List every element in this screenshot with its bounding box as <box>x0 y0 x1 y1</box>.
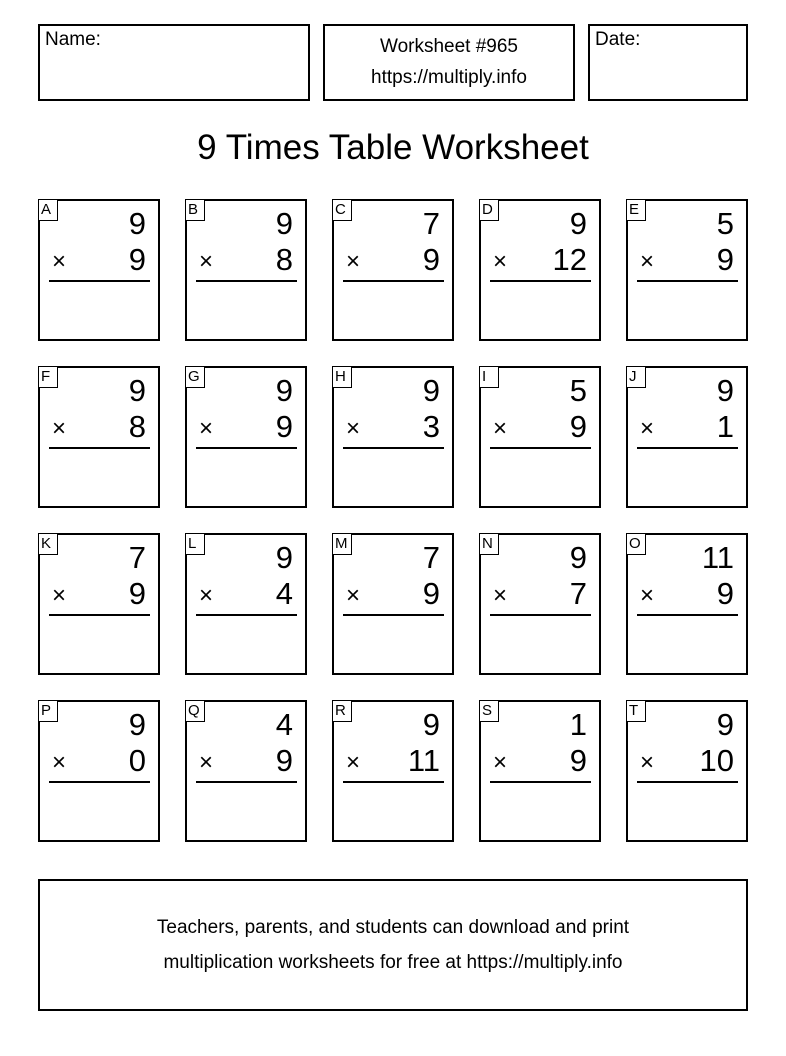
multiply-sign: × <box>199 582 214 609</box>
problem-bottom-number: 8 <box>128 409 146 444</box>
problem-letter: M <box>332 533 352 555</box>
multiply-sign: × <box>52 415 67 442</box>
problem-card[interactable] <box>479 533 601 675</box>
worksheet-info-box <box>323 24 575 101</box>
problem-letter: F <box>38 366 58 388</box>
problem-top-number: 9 <box>569 206 587 241</box>
problem-letter: P <box>38 700 58 722</box>
problem-bottom-number: 8 <box>275 242 293 277</box>
answer-line <box>637 781 738 783</box>
problem-letter: N <box>479 533 499 555</box>
multiply-sign: × <box>52 248 67 275</box>
answer-line <box>637 280 738 282</box>
answer-line <box>196 447 297 449</box>
footer-box <box>38 879 748 1011</box>
multiply-sign: × <box>640 749 655 776</box>
problem-card[interactable] <box>185 700 307 842</box>
problem-card[interactable] <box>479 700 601 842</box>
answer-line <box>637 447 738 449</box>
multiply-sign: × <box>199 415 214 442</box>
multiply-sign: × <box>493 248 508 275</box>
answer-line <box>490 614 591 616</box>
problem-letter: E <box>626 199 646 221</box>
multiply-sign: × <box>346 749 361 776</box>
problem-letter: K <box>38 533 58 555</box>
problem-card[interactable] <box>332 700 454 842</box>
problem-letter: B <box>185 199 205 221</box>
problem-card[interactable] <box>185 199 307 341</box>
name-label: Name: <box>45 29 101 50</box>
problem-bottom-number: 9 <box>422 576 440 611</box>
problem-card[interactable] <box>479 199 601 341</box>
problem-top-number: 9 <box>128 206 146 241</box>
answer-line <box>49 781 150 783</box>
multiply-sign: × <box>640 248 655 275</box>
problem-top-number: 9 <box>128 373 146 408</box>
problem-top-number: 9 <box>422 707 440 742</box>
answer-line <box>196 614 297 616</box>
problem-bottom-number: 3 <box>422 409 440 444</box>
problem-card[interactable] <box>626 366 748 508</box>
problem-top-number: 1 <box>569 707 587 742</box>
problem-bottom-number: 12 <box>552 242 587 277</box>
answer-line <box>196 280 297 282</box>
answer-line <box>343 280 444 282</box>
problem-card[interactable] <box>626 700 748 842</box>
page-title: 9 Times Table Worksheet <box>197 128 589 167</box>
problem-top-number: 5 <box>716 206 734 241</box>
problem-top-number: 9 <box>569 540 587 575</box>
answer-line <box>637 614 738 616</box>
answer-line <box>490 447 591 449</box>
problem-bottom-number: 4 <box>275 576 293 611</box>
problem-top-number: 11 <box>701 540 734 575</box>
problem-letter: R <box>332 700 352 722</box>
multiply-sign: × <box>640 582 655 609</box>
problem-letter: H <box>332 366 352 388</box>
problem-top-number: 9 <box>275 206 293 241</box>
problem-top-number: 9 <box>716 707 734 742</box>
problem-letter: Q <box>185 700 205 722</box>
problem-letter: D <box>479 199 499 221</box>
date-label: Date: <box>595 29 641 50</box>
name-field[interactable] <box>38 24 310 101</box>
problem-top-number: 9 <box>128 707 146 742</box>
multiply-sign: × <box>346 248 361 275</box>
problem-bottom-number: 9 <box>569 743 587 778</box>
problem-letter: I <box>479 366 499 388</box>
problem-letter: A <box>38 199 58 221</box>
problem-top-number: 9 <box>716 373 734 408</box>
multiply-sign: × <box>346 582 361 609</box>
problem-top-number: 9 <box>275 373 293 408</box>
multiply-sign: × <box>52 749 67 776</box>
problem-letter: L <box>185 533 205 555</box>
answer-line <box>196 781 297 783</box>
problem-top-number: 9 <box>275 540 293 575</box>
problem-letter: J <box>626 366 646 388</box>
problem-top-number: 9 <box>422 373 440 408</box>
problem-card[interactable] <box>185 366 307 508</box>
multiply-sign: × <box>493 415 508 442</box>
problem-card[interactable] <box>38 366 160 508</box>
multiply-sign: × <box>493 749 508 776</box>
problem-top-number: 7 <box>422 540 440 575</box>
multiply-sign: × <box>640 415 655 442</box>
problem-grid <box>38 199 750 843</box>
problem-bottom-number: 10 <box>699 743 734 778</box>
problem-bottom-number: 11 <box>407 743 440 778</box>
problem-card[interactable] <box>38 700 160 842</box>
problem-card[interactable] <box>185 533 307 675</box>
problem-bottom-number: 9 <box>128 242 146 277</box>
problem-bottom-number: 1 <box>716 409 734 444</box>
problem-card[interactable] <box>332 533 454 675</box>
problem-top-number: 7 <box>128 540 146 575</box>
multiply-sign: × <box>52 582 67 609</box>
multiply-sign: × <box>493 582 508 609</box>
problem-card[interactable] <box>479 366 601 508</box>
problem-card[interactable] <box>626 199 748 341</box>
problem-bottom-number: 0 <box>128 743 146 778</box>
problem-bottom-number: 9 <box>716 576 734 611</box>
answer-line <box>490 280 591 282</box>
answer-line <box>49 280 150 282</box>
problem-card[interactable] <box>332 199 454 341</box>
problem-letter: G <box>185 366 205 388</box>
footer-line-2: multiplication worksheets for free at https://multiply.info <box>163 952 623 973</box>
problem-card[interactable] <box>626 533 748 675</box>
problem-letter: O <box>626 533 646 555</box>
answer-line <box>343 447 444 449</box>
problem-bottom-number: 9 <box>569 409 587 444</box>
date-field[interactable] <box>588 24 748 101</box>
problem-card[interactable] <box>38 199 160 341</box>
answer-line <box>343 781 444 783</box>
problem-letter: S <box>479 700 499 722</box>
problem-top-number: 7 <box>422 206 440 241</box>
worksheet-number: Worksheet #965 <box>379 36 518 57</box>
answer-line <box>49 447 150 449</box>
problem-card[interactable] <box>332 366 454 508</box>
footer-line-1: Teachers, parents, and students can download and print <box>156 917 630 938</box>
problem-bottom-number: 9 <box>275 409 293 444</box>
problem-bottom-number: 9 <box>716 242 734 277</box>
problem-bottom-number: 9 <box>128 576 146 611</box>
problem-letter: C <box>332 199 352 221</box>
problem-letter: T <box>626 700 646 722</box>
multiply-sign: × <box>199 749 214 776</box>
answer-line <box>343 614 444 616</box>
problem-top-number: 5 <box>569 373 587 408</box>
multiply-sign: × <box>346 415 361 442</box>
problem-card[interactable] <box>38 533 160 675</box>
multiply-sign: × <box>199 248 214 275</box>
worksheet-url: https://multiply.info <box>371 67 527 88</box>
problem-bottom-number: 9 <box>422 242 440 277</box>
answer-line <box>49 614 150 616</box>
problem-bottom-number: 9 <box>275 743 293 778</box>
problem-top-number: 4 <box>275 707 293 742</box>
problem-bottom-number: 7 <box>569 576 587 611</box>
answer-line <box>490 781 591 783</box>
